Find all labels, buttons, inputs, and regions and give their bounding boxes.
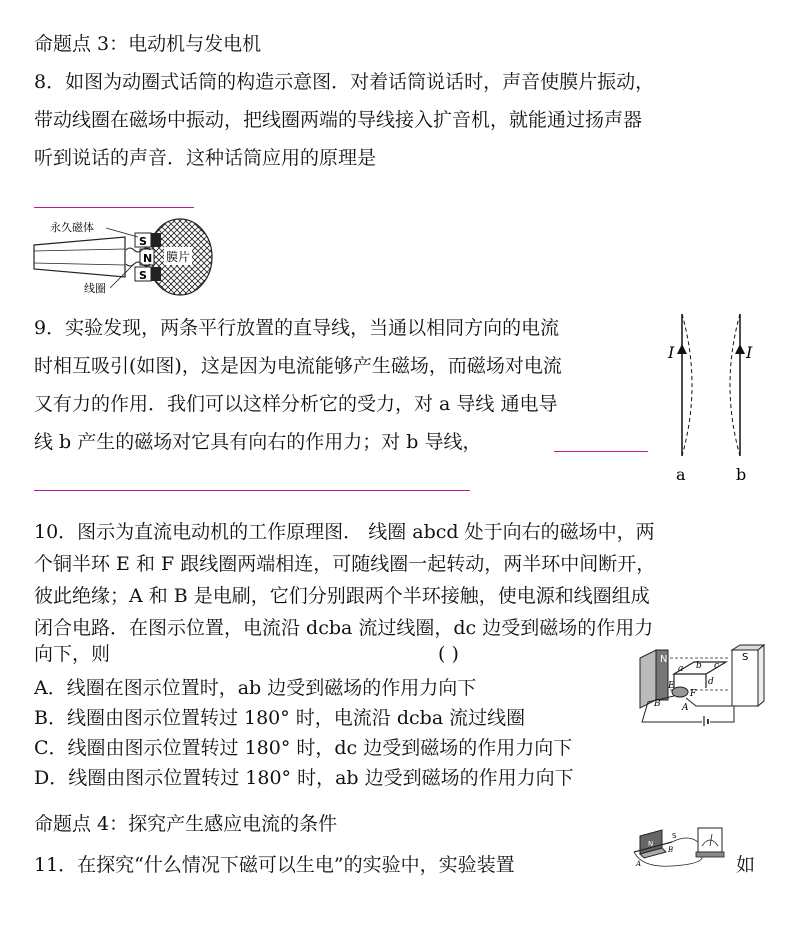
q10-text-line-4: 闭合电路．在图示位置，电流沿 dcba 流过线圈，dc 边受到磁场的作用力 [34,617,654,639]
q10-text-line-5: 向下，则 [34,643,111,665]
pole-bottom-label: S [139,269,147,282]
q8-answer-blank[interactable] [34,207,194,208]
label-coil: 线圈 [84,282,106,295]
q11-text-tail: 如 [736,854,756,876]
brush-label-a: A [682,703,689,713]
q8-text-line-3: 听到说话的声音．这种话筒应用的原理是 [34,147,377,169]
magnet-n-label: N [648,840,654,848]
microphone-diagram [30,215,220,300]
ring-label-f: F [690,689,697,699]
ring-label-e: E [668,681,675,691]
q11-text-line-1: 11．在探究“什么情况下磁可以生电”的实验中，实验装置 [34,854,515,876]
q10-answer-bracket[interactable]: ( ) [438,643,459,665]
q10-text-line-3: 彼此绝缘；A 和 B 是电刷，它们分别跟两个半环接触，使电源和线圈组成 [34,585,650,607]
q10-option-b[interactable]: B．线圈由图示位置转过 180° 时，电流沿 dcba 流过线圈 [34,707,526,729]
section-heading-3: 命题点 3：电动机与发电机 [34,33,262,55]
q9-answer-blank-1[interactable] [554,451,648,452]
rod-label-a: A [636,860,642,868]
coil-label-c: c [714,661,720,671]
q8-text-line-2: 带动线圈在磁场中振动，把线圈两端的导线接入扩音机，就能通过扬声器 [34,109,643,131]
wire-label-a: a [676,465,686,484]
induction-experiment-diagram [632,822,728,872]
pole-top-label: S [139,235,147,248]
wire-label-b: b [736,465,747,484]
q10-option-c[interactable]: C．线圈由图示位置转过 180° 时，dc 边受到磁场的作用力向下 [34,737,573,759]
q9-text-line-3: 又有力的作用．我们可以这样分析它的受力，对 a 导线 通电导 [34,393,558,415]
q9-text-line-2: 时相互吸引(如图)，这是因为电流能够产生磁场，而磁场对电流 [34,355,562,377]
q10-text-line-1: 10．图示为直流电动机的工作原理图． 线圈 abcd 处于向右的磁场中，两 [34,521,655,543]
parallel-wires-diagram [664,308,774,488]
pole-mid-label: N [143,252,153,265]
q9-text-line-4: 线 b 产生的磁场对它具有向右的作用力；对 b 导线， [34,431,482,453]
section-heading-4: 命题点 4：探究产生感应电流的条件 [34,813,338,835]
current-label-b: I [746,343,753,362]
q9-text-line-1: 9．实验发现，两条平行放置的直导线，当通以相同方向的电流 [34,317,560,339]
coil-label-a: a [678,664,684,674]
pole-s-label: S [742,652,749,663]
label-membrane: 膜片 [165,250,191,264]
dc-motor-diagram [634,644,768,726]
pole-n-label: N [660,654,668,665]
q10-text-line-2: 个铜半环 E 和 F 跟线圈两端相连，可随线圈一起转动，两半环中间断开， [34,553,656,575]
magnet-s-label: S [672,832,677,840]
rod-label-b: B [668,846,674,854]
q9-answer-blank-2[interactable] [34,490,470,491]
coil-label-d: d [708,677,714,687]
coil-label-b: b [696,661,702,671]
q8-text-line-1: 8．如图为动圈式话筒的构造示意图．对着话筒说话时，声音使膜片振动， [34,71,655,93]
q10-option-d[interactable]: D．线圈由图示位置转过 180° 时，ab 边受到磁场的作用力向下 [34,767,574,789]
q10-option-a[interactable]: A．线圈在图示位置时，ab 边受到磁场的作用力向下 [34,677,477,699]
label-permanent-magnet: 永久磁体 [50,221,94,234]
brush-label-b: B [654,699,661,709]
current-label-a: I [668,343,675,362]
